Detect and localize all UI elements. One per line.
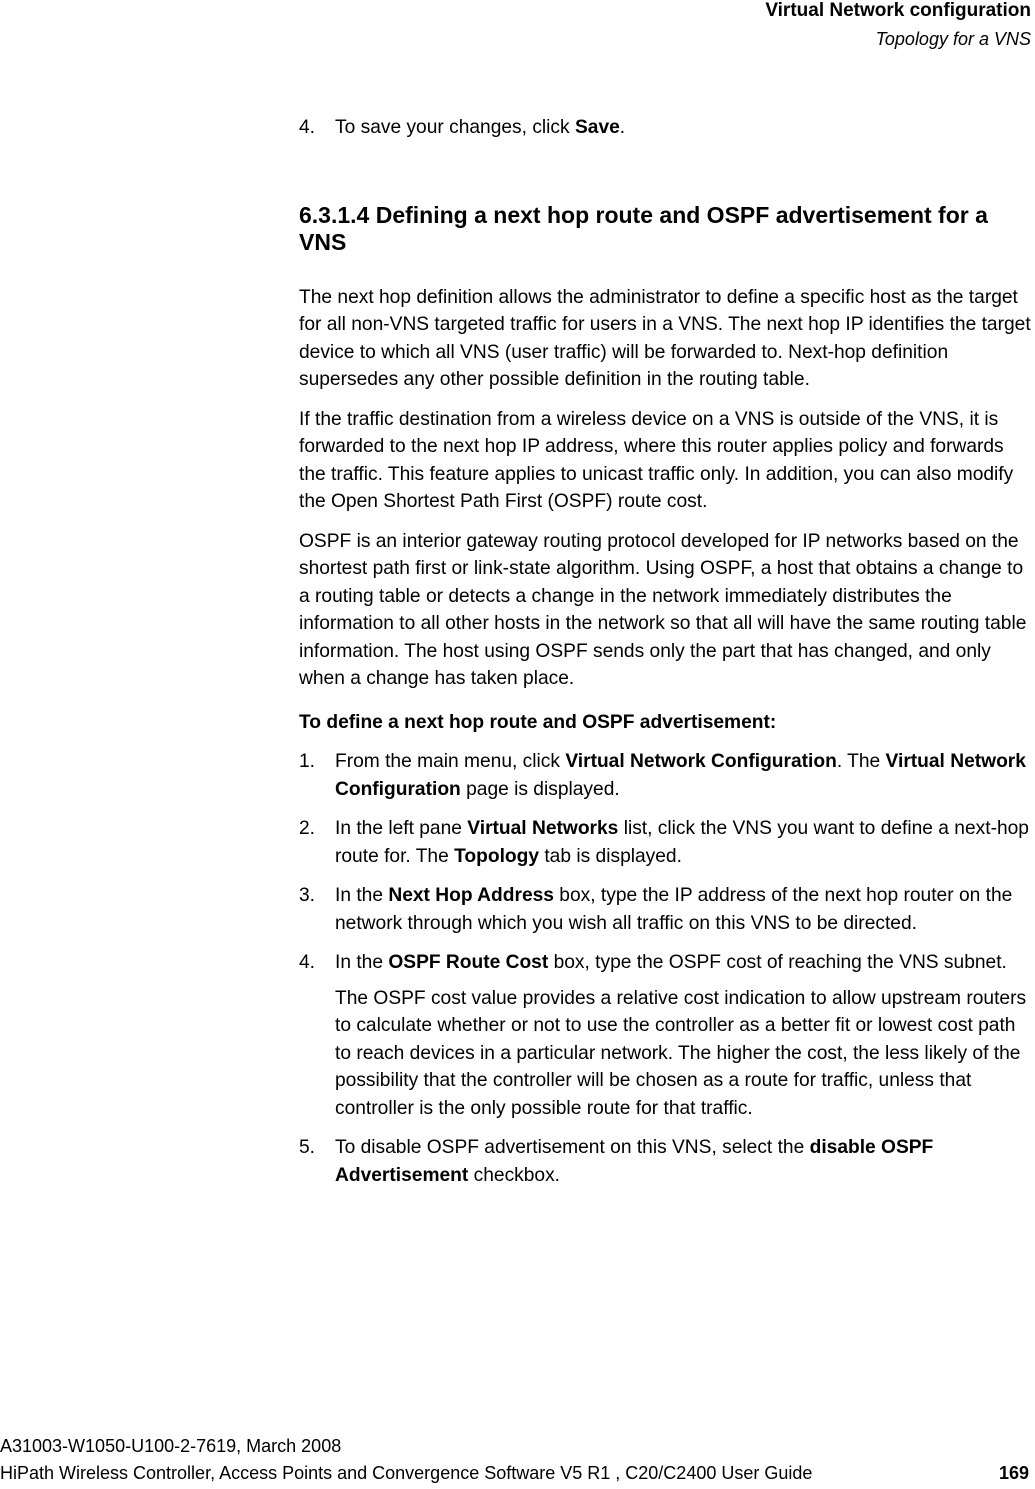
field-term: OSPF Route Cost [388,952,549,973]
step-text: box, type the IP address of the next hop router on the network through which you wish all traffic on this VNS to be directed. [335,885,1013,934]
step-text: . [619,117,626,138]
procedure-steps [299,748,1031,1189]
step-4 [299,949,1031,1122]
step-2 [299,815,1031,870]
checkbox-term: disable OSPF Advertisement [335,1137,934,1186]
step-5 [299,1134,1031,1189]
step-text: box, type the OSPF cost of reaching the VNS subnet. [548,952,1007,973]
list-term: Virtual Networks [467,818,619,839]
step-text: In the left pane [335,818,468,839]
step-text: checkbox. [468,1164,561,1186]
step-4-explanation: The OSPF cost value provides a relative cost indication to allow upstream routers to calculate whether or not to use the controller as a better fit or lowest cost path to reach devices in a particular network. The higher the cost, the less likely of the possibility that the controller will be chosen as a route for traffic, unless that controller is the only possible route for that traffic. [335,987,1027,1119]
footer-doc-id: A31003-W1050-U100-2-7619, March 2008 [0,1436,342,1456]
save-term: Save [574,117,620,138]
step-1 [299,748,1031,803]
paragraph-traffic-destination: If the traffic destination from a wireless device on a VNS is outside of the VNS, it is forwarded to the next hop IP address, where this router applies policy and forwards the traffic. This feature applies to unicast traffic only. In addition, you can also modify the Open Shortest Path First (OSPF) route cost. [299,408,1014,512]
step-text: page is displayed. [460,778,620,800]
page-number: 169 [998,1463,1029,1483]
field-term: Next Hop Address [388,885,554,906]
section-heading: 6.3.1.4 Defining a next hop route and OSPF advertisement for a VNS [299,201,988,255]
step-number: 1. [299,751,316,772]
running-header-title: Virtual Network configuration [765,0,1031,21]
step-number: 2. [299,818,316,839]
step-number: 4. [299,952,316,973]
step-number: 4. [299,117,316,138]
step-text: From the main menu, click [335,751,566,772]
running-header-subtitle: Topology for a VNS [875,29,1031,49]
tab-term: Topology [454,845,540,867]
step-text: In the [335,952,389,973]
step-text: list, click the VNS you want to define a next-hop route for. The [335,818,1029,867]
step-text: tab is displayed. [539,845,682,867]
paragraph-ospf-description: OSPF is an interior gateway routing protocol developed for IP networks based on the shortest path first or link-state algorithm. Using OSPF, a host that obtains a change to a routing table or detects a change in the network immediately distributes the information to all other hosts in the network so that all will have the same routing table information. The host using OSPF sends only the part that has changed, and only when a change has taken place. [299,530,1027,689]
step-number: 5. [299,1137,316,1158]
page-body [299,114,1031,1201]
footer-guide-title: HiPath Wireless Controller, Access Points and Convergence Software V5 R1 , C20/C2400 User Guide [0,1463,813,1483]
step-text: To save your changes, click [335,117,575,138]
step-text: To disable OSPF advertisement on this VNS, select the [335,1137,810,1158]
step-text: . The [836,751,886,772]
procedure-title: To define a next hop route and OSPF advertisement: [299,711,777,733]
paragraph-next-hop-definition: The next hop definition allows the administrator to define a specific host as the target for all non-VNS targeted traffic for users in a VNS. The next hop IP identifies the target device to which all VNS (user traffic) will be forwarded to. Next-hop definition supersedes any other possible definition in the routing table. [299,286,1031,390]
page-term: Virtual Network Configuration [335,751,1026,800]
previous-step-4 [299,114,1031,142]
step-text: In the [335,885,389,906]
menu-term: Virtual Network Configuration [565,751,837,772]
step-3 [299,882,1031,937]
step-number: 3. [299,885,316,906]
